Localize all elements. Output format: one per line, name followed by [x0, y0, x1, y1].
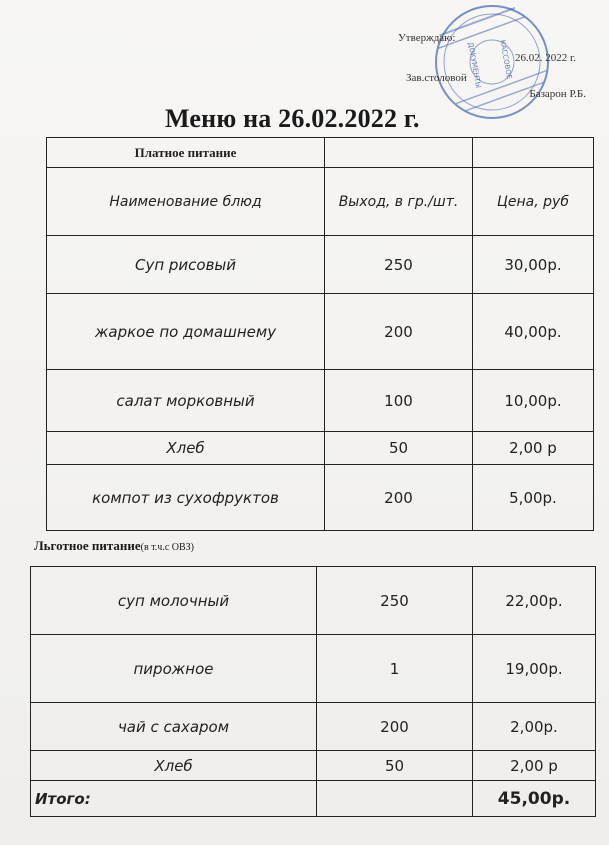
dish-output: 250	[317, 567, 473, 635]
dish-price: 30,00р.	[473, 236, 594, 294]
paid-menu-table	[46, 137, 594, 531]
header-name: Наименование блюд	[47, 168, 325, 236]
total-row	[31, 781, 596, 817]
benefit-section-label: Льготное питание	[34, 538, 141, 553]
table-row	[47, 294, 594, 370]
dish-output: 200	[325, 294, 473, 370]
approval-position: Зав.столовой	[406, 72, 467, 84]
header-output: Выход, в гр./шт.	[325, 168, 473, 236]
dish-name: Суп рисовый	[47, 236, 325, 294]
approval-label: Утверждаю:	[398, 32, 456, 44]
total-value: 45,00р.	[473, 781, 596, 817]
dish-name: салат морковный	[47, 370, 325, 432]
dish-name: компот из сухофруктов	[47, 465, 325, 531]
table-header-row	[47, 168, 594, 236]
svg-text:КАССОВОЕ: КАССОВОЕ	[498, 39, 514, 80]
dish-price: 2,00 р	[473, 751, 596, 781]
dish-output: 100	[325, 370, 473, 432]
dish-price: 2,00р.	[473, 703, 596, 751]
dish-output: 250	[325, 236, 473, 294]
approval-date: 26.02. 2022 г.	[514, 52, 576, 64]
benefit-section-note: (в т.ч.с ОВЗ)	[140, 542, 195, 553]
benefit-section-heading	[34, 538, 194, 554]
table-row	[31, 751, 596, 781]
dish-name: пирожное	[31, 635, 317, 703]
dish-output: 200	[325, 465, 473, 531]
dish-price: 40,00р.	[473, 294, 594, 370]
dish-price: 22,00р.	[473, 567, 596, 635]
approval-block	[398, 28, 598, 104]
dish-price: 5,00р.	[473, 465, 594, 531]
dish-name: суп молочный	[31, 567, 317, 635]
dish-price: 10,00р.	[473, 370, 594, 432]
dish-output: 200	[317, 703, 473, 751]
paid-section-row	[47, 138, 594, 168]
table-row	[47, 236, 594, 294]
dish-price: 19,00р.	[473, 635, 596, 703]
total-label: Итого:	[31, 781, 317, 817]
dish-price: 2,00 р	[473, 432, 594, 465]
table-row	[31, 635, 596, 703]
table-row	[47, 465, 594, 531]
dish-output: 50	[325, 432, 473, 465]
table-row	[47, 370, 594, 432]
svg-text:ДОКУМЕНТЫ: ДОКУМЕНТЫ	[466, 41, 483, 89]
dish-name: чай с сахаром	[31, 703, 317, 751]
paid-section-label: Платное питание	[47, 138, 325, 168]
table-row	[31, 703, 596, 751]
page-title: Меню на 26.02.2022 г.	[165, 104, 420, 133]
approval-name: Базарон Р.Б.	[529, 88, 586, 100]
table-row	[47, 432, 594, 465]
dish-output: 1	[317, 635, 473, 703]
dish-name: Хлеб	[31, 751, 317, 781]
dish-output: 50	[317, 751, 473, 781]
dish-name: жаркое по домашнему	[47, 294, 325, 370]
table-row	[31, 567, 596, 635]
header-price: Цена, руб	[473, 168, 594, 236]
dish-name: Хлеб	[47, 432, 325, 465]
benefit-menu-table	[30, 566, 596, 817]
